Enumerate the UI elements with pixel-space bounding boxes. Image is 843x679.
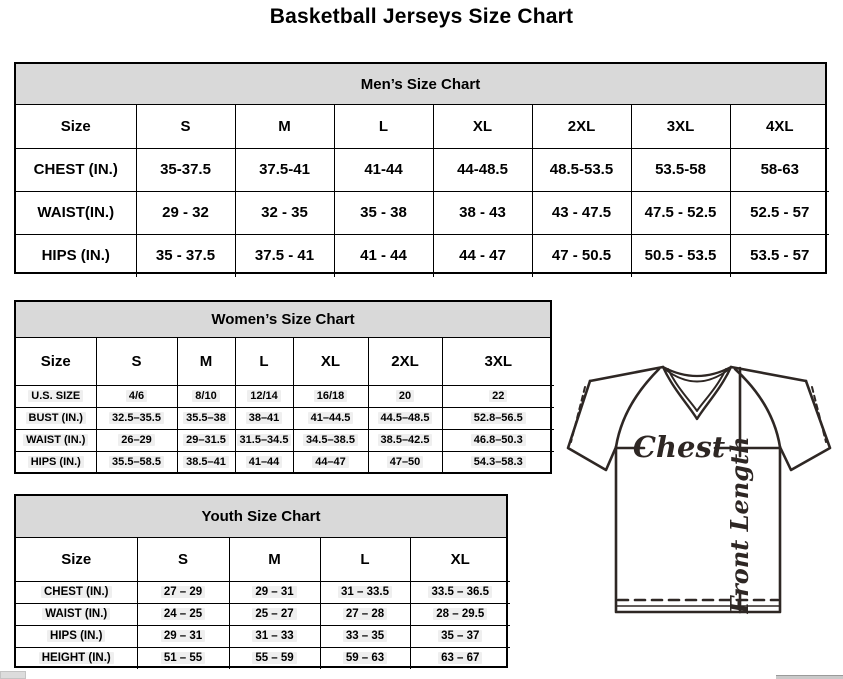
size-value-cell: [229, 581, 320, 603]
size-value-cell: 29 - 32: [136, 191, 235, 234]
column-header: L: [320, 538, 410, 581]
size-value-cell: 44-48.5: [433, 148, 532, 191]
jersey-right-shoulder: [731, 367, 806, 381]
size-value-cell: [320, 603, 410, 625]
page-title: Basketball Jerseys Size Chart: [269, 5, 574, 28]
size-value-cell: [137, 603, 229, 625]
jersey-measurement-diagram: [558, 360, 840, 622]
size-value-cell: [235, 385, 293, 407]
size-value-cell: [442, 407, 554, 429]
table-row: [16, 234, 829, 277]
size-value-cell: 35-37.5: [136, 148, 235, 191]
size-value-cell: 32 - 35: [235, 191, 334, 234]
column-header: M: [235, 105, 334, 148]
column-header: 4XL: [730, 105, 829, 148]
size-value-cell: [96, 385, 177, 407]
cell-text: 28 – 29.5: [433, 608, 487, 620]
size-value-cell: [293, 451, 368, 473]
cell-text: 46.8–50.3: [471, 434, 526, 446]
cell-text: 33 – 35: [343, 630, 387, 642]
column-header: XL: [410, 538, 510, 581]
size-value-cell: [293, 407, 368, 429]
column-header: 2XL: [368, 338, 442, 385]
cell-text: 44–47: [312, 456, 349, 468]
column-header: L: [334, 105, 433, 148]
size-value-cell: 47.5 - 52.5: [631, 191, 730, 234]
cell-text: 29 – 31: [252, 586, 296, 598]
cell-text: 26–29: [118, 434, 155, 446]
column-header: 3XL: [442, 338, 554, 385]
size-value-cell: [137, 647, 229, 669]
column-header: S: [96, 338, 177, 385]
cell-text: 41–44: [246, 456, 283, 468]
cell-text: 8/10: [192, 390, 219, 402]
size-value-cell: [410, 647, 510, 669]
cell-text: 44.5–48.5: [378, 412, 433, 424]
bottom-right-scrollbar-fragment: [776, 675, 843, 679]
youth-chart-title: Youth Size Chart: [16, 496, 506, 538]
column-header: 3XL: [631, 105, 730, 148]
column-header: M: [229, 538, 320, 581]
size-value-cell: [177, 451, 235, 473]
size-value-cell: [442, 451, 554, 473]
cell-text: 12/14: [247, 390, 281, 402]
row-label: [16, 625, 137, 647]
row-label: [16, 451, 96, 473]
front-length-label: Front Length: [725, 436, 754, 614]
youth-size-table: [16, 538, 510, 669]
size-value-cell: [177, 429, 235, 451]
column-header: 2XL: [532, 105, 631, 148]
row-label: [16, 647, 137, 669]
size-value-cell: [137, 581, 229, 603]
jersey-right-cuff-dashed-line: [812, 387, 826, 442]
cell-text: U.S. SIZE: [28, 390, 83, 402]
cell-text: 29 – 31: [161, 630, 205, 642]
size-value-cell: [368, 385, 442, 407]
cell-text: WAIST (IN.): [23, 434, 88, 446]
size-value-cell: [137, 625, 229, 647]
cell-text: 32.5–35.5: [109, 412, 164, 424]
youth-size-chart: [14, 494, 508, 668]
size-value-cell: [320, 647, 410, 669]
cell-text: 47–50: [387, 456, 424, 468]
table-row: [16, 191, 829, 234]
column-header: Size: [16, 538, 137, 581]
size-value-cell: 41-44: [334, 148, 433, 191]
size-value-cell: [410, 603, 510, 625]
cell-text: HEIGHT (IN.): [39, 652, 114, 664]
cell-text: BUST (IN.): [26, 412, 86, 424]
cell-text: 59 – 63: [343, 652, 387, 664]
size-value-cell: [320, 625, 410, 647]
cell-text: 4/6: [126, 390, 147, 402]
size-value-cell: 43 - 47.5: [532, 191, 631, 234]
cell-text: HIPS (IN.): [47, 630, 105, 642]
size-value-cell: [368, 407, 442, 429]
mens-chart-title: Men’s Size Chart: [16, 64, 825, 105]
size-value-cell: [96, 451, 177, 473]
cell-text: HIPS (IN.): [28, 456, 84, 468]
column-header-row: [16, 105, 829, 148]
cell-text: 55 – 59: [252, 652, 296, 664]
column-header-row: [16, 538, 510, 581]
size-value-cell: [410, 625, 510, 647]
size-value-cell: 41 - 44: [334, 234, 433, 277]
size-value-cell: [229, 603, 320, 625]
row-label: [16, 385, 96, 407]
cell-text: 33.5 – 36.5: [428, 586, 492, 598]
cell-text: 31.5–34.5: [237, 434, 292, 446]
table-row: [16, 603, 510, 625]
jersey-body: [616, 447, 780, 612]
column-header: S: [137, 538, 229, 581]
table-row: [16, 581, 510, 603]
cell-text: 20: [396, 390, 414, 402]
cell-text: 27 – 29: [161, 586, 205, 598]
row-label: [16, 581, 137, 603]
size-value-cell: 37.5-41: [235, 148, 334, 191]
size-value-cell: [229, 647, 320, 669]
size-value-cell: [235, 451, 293, 473]
column-header: XL: [293, 338, 368, 385]
size-value-cell: [177, 407, 235, 429]
mens-size-table: [16, 105, 829, 277]
size-value-cell: [368, 429, 442, 451]
cell-text: 34.5–38.5: [303, 434, 358, 446]
cell-text: 27 – 28: [343, 608, 387, 620]
size-value-cell: 53.5-58: [631, 148, 730, 191]
size-value-cell: [410, 581, 510, 603]
size-value-cell: [293, 429, 368, 451]
table-row: [16, 148, 829, 191]
cell-text: 41–44.5: [308, 412, 354, 424]
cell-text: CHEST (IN.): [41, 586, 112, 598]
size-value-cell: 35 - 37.5: [136, 234, 235, 277]
column-header: XL: [433, 105, 532, 148]
column-header: Size: [16, 338, 96, 385]
cell-text: 24 – 25: [161, 608, 205, 620]
cell-text: 22: [489, 390, 507, 402]
row-label: WAIST(IN.): [16, 191, 136, 234]
size-value-cell: [177, 385, 235, 407]
size-value-cell: [442, 429, 554, 451]
size-value-cell: [235, 407, 293, 429]
cell-text: 35.5–58.5: [109, 456, 164, 468]
cell-text: 31 – 33: [252, 630, 296, 642]
size-value-cell: 58-63: [730, 148, 829, 191]
jersey-right-seam: [735, 369, 780, 447]
chest-label: Chest: [632, 430, 726, 464]
cell-text: 54.3–58.3: [471, 456, 526, 468]
size-value-cell: 44 - 47: [433, 234, 532, 277]
column-header: M: [177, 338, 235, 385]
table-row: [16, 451, 554, 473]
size-value-cell: 48.5-53.5: [532, 148, 631, 191]
size-value-cell: 38 - 43: [433, 191, 532, 234]
cell-text: 35 – 37: [438, 630, 482, 642]
size-value-cell: 47 - 50.5: [532, 234, 631, 277]
size-value-cell: [293, 385, 368, 407]
womens-size-chart: [14, 300, 552, 474]
row-label: HIPS (IN.): [16, 234, 136, 277]
size-value-cell: 52.5 - 57: [730, 191, 829, 234]
cell-text: 38–41: [246, 412, 283, 424]
column-header: Size: [16, 105, 136, 148]
row-label: [16, 429, 96, 451]
size-value-cell: [442, 385, 554, 407]
cell-text: 52.8–56.5: [471, 412, 526, 424]
column-header: L: [235, 338, 293, 385]
cell-text: 63 – 67: [438, 652, 482, 664]
cell-text: 25 – 27: [252, 608, 296, 620]
womens-chart-title: Women’s Size Chart: [16, 302, 550, 338]
row-label: [16, 407, 96, 429]
table-row: [16, 625, 510, 647]
cell-text: WAIST (IN.): [42, 608, 110, 620]
column-header: S: [136, 105, 235, 148]
mens-size-chart: [14, 62, 827, 274]
size-value-cell: [235, 429, 293, 451]
size-value-cell: [96, 407, 177, 429]
table-row: [16, 647, 510, 669]
cell-text: 38.5–41: [183, 456, 229, 468]
table-row: [16, 385, 554, 407]
size-value-cell: 37.5 - 41: [235, 234, 334, 277]
womens-size-table: [16, 338, 554, 473]
row-label: [16, 603, 137, 625]
cell-text: 35.5–38: [183, 412, 229, 424]
cell-text: 51 – 55: [161, 652, 205, 664]
size-value-cell: [320, 581, 410, 603]
size-value-cell: 50.5 - 53.5: [631, 234, 730, 277]
size-value-cell: 35 - 38: [334, 191, 433, 234]
size-value-cell: [96, 429, 177, 451]
jersey-left-cuff-dashed-line: [571, 387, 585, 442]
size-value-cell: [368, 451, 442, 473]
table-row: [16, 429, 554, 451]
size-value-cell: 53.5 - 57: [730, 234, 829, 277]
cell-text: 29–31.5: [183, 434, 229, 446]
table-row: [16, 407, 554, 429]
jersey-left-shoulder: [590, 367, 663, 381]
size-value-cell: [229, 625, 320, 647]
cell-text: 38.5–42.5: [378, 434, 433, 446]
column-header-row: [16, 338, 554, 385]
cell-text: 16/18: [314, 390, 348, 402]
cell-text: 31 – 33.5: [338, 586, 392, 598]
row-label: CHEST (IN.): [16, 148, 136, 191]
bottom-left-ui-fragment: [0, 671, 26, 679]
